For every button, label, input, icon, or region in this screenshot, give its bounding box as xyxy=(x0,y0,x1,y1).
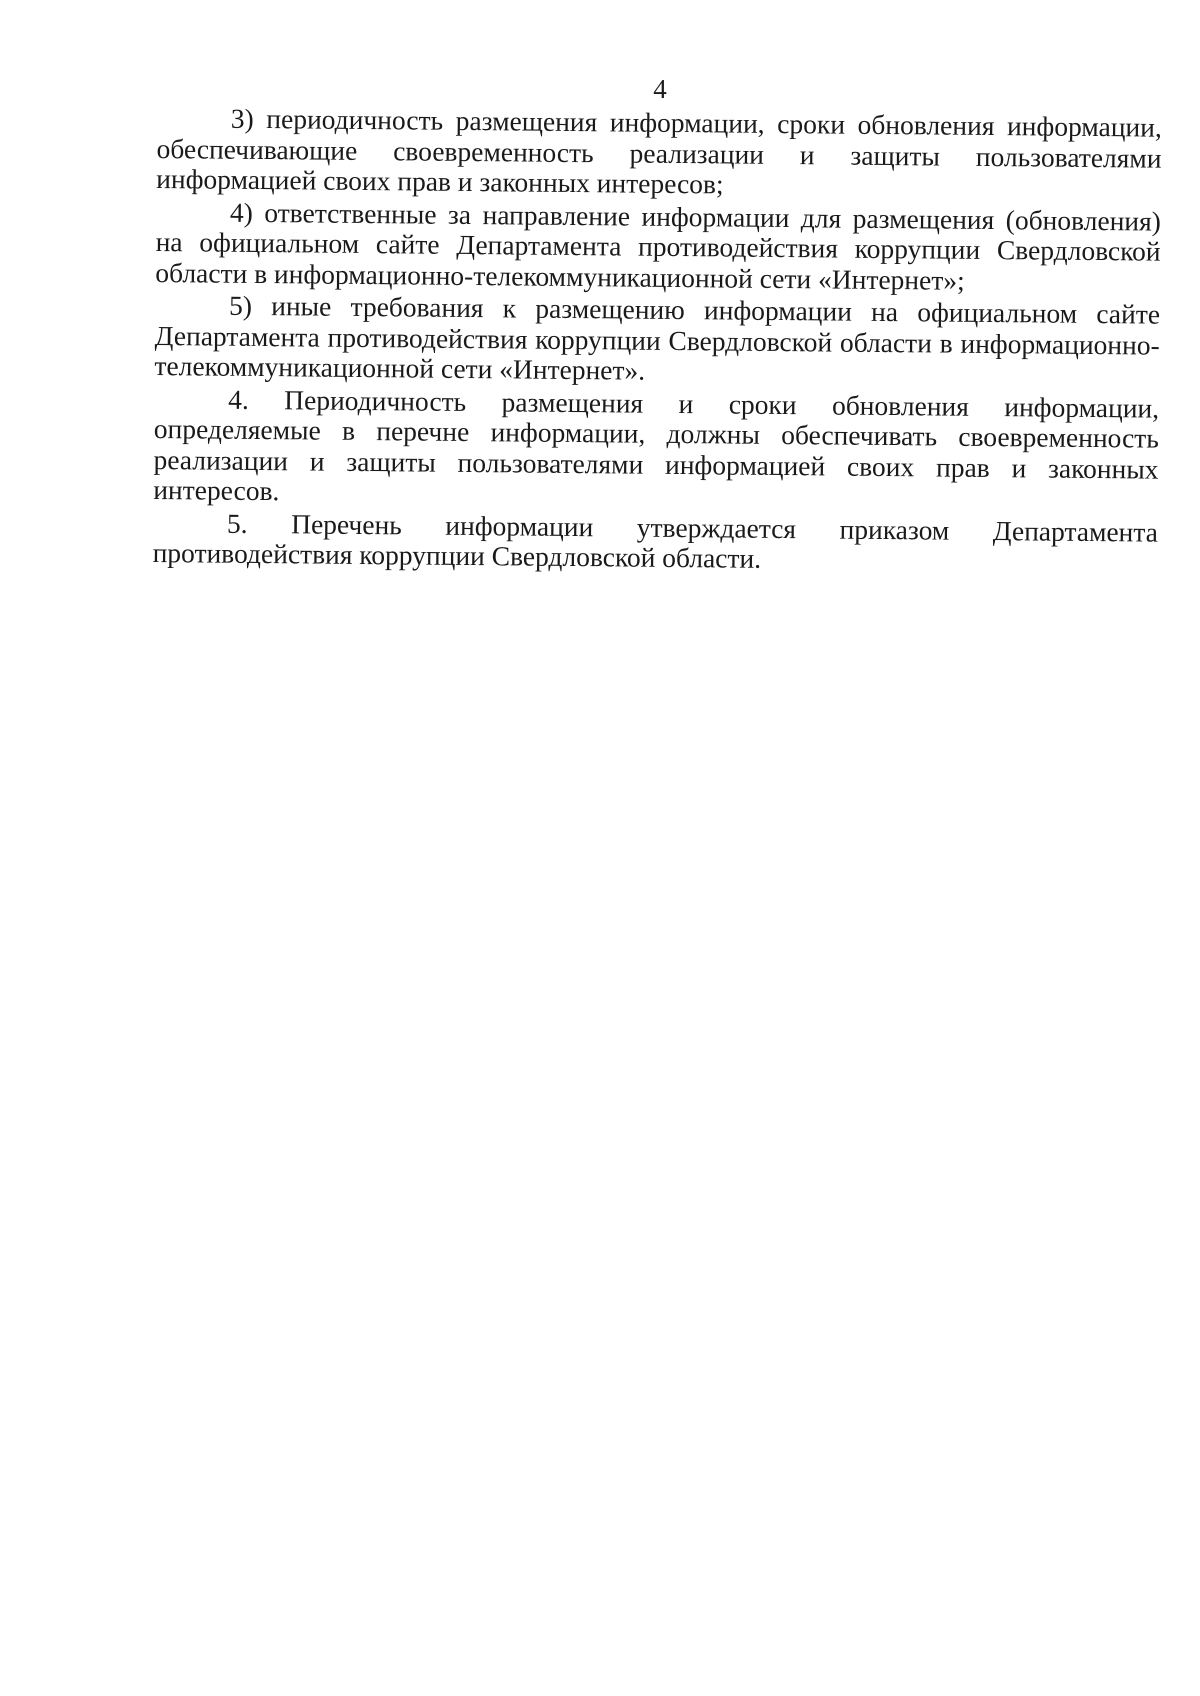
paragraph-point-4: 4. Периодичность размещения и сроки обновления информации, определяемые в перечне информации, должны обеспечивать своевременность реализации и защиты пользователями информацией своих прав и законных интересов. xyxy=(153,383,1160,507)
paragraph-item-4: 4) ответственные за направление информации для размещения (обновления) на официальном сайте Департамента противодействия коррупции Свердловской области в информационно-телекоммуникационной сети «Интернет»; xyxy=(155,196,1162,296)
paragraph-item-5: 5) иные требования к размещению информации на официальном сайте Департамента противодействия коррупции Свердловской области в информационно-телекоммуникационной сети «Интернет». xyxy=(154,289,1161,386)
paragraph-item-3: 3) периодичность размещения информации, сроки обновления информации, обеспечивающие своевременность реализации и защиты пользователями информацией своих прав и законных интересов; xyxy=(156,102,1162,200)
page-number: 4 xyxy=(653,74,667,104)
document-body xyxy=(153,103,1162,580)
paragraph-point-5: 5. Перечень информации утверждается приказом Департамента противодействия коррупции Свердловской области. xyxy=(152,507,1159,574)
